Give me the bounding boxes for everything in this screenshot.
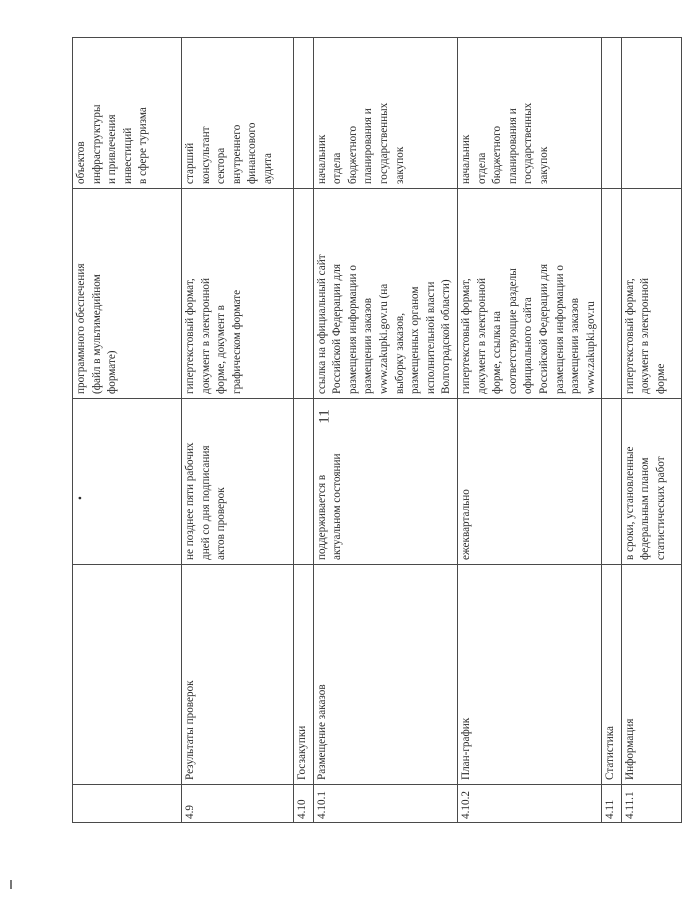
row-number: 4.11.1 xyxy=(621,785,681,823)
table-row xyxy=(313,38,457,823)
table-row xyxy=(457,38,601,823)
table-row xyxy=(182,38,294,823)
row-responsible: старший консультант сектора внутреннего финансового аудита xyxy=(182,38,294,189)
row-format: гипертекстовый формат, документ в электронной форме, документ в графическом формате xyxy=(182,189,294,399)
row-period xyxy=(294,399,314,565)
row-format: гипертекстовый формат, документ в электронной форме xyxy=(621,189,681,399)
row-name: Госзакупки xyxy=(294,565,314,785)
row-format xyxy=(602,189,622,399)
row-responsible xyxy=(294,38,314,189)
row-period: поддерживается в актуальном состоянии xyxy=(313,399,457,565)
row-name: Результаты проверок xyxy=(182,565,294,785)
row-number: 4.10 xyxy=(294,785,314,823)
row-responsible xyxy=(602,38,622,189)
row-name: Статистика xyxy=(602,565,622,785)
row-responsible: начальник отдела бюджетного планирования и государственных закупок xyxy=(313,38,457,189)
row-name: План-график xyxy=(457,565,601,785)
row-name xyxy=(73,565,182,785)
row-period: не позднее пяти рабочих дней со дня подписания актов проверок xyxy=(182,399,294,565)
page-number: 11 xyxy=(316,409,333,424)
row-number: 4.10.1 xyxy=(313,785,457,823)
scan-artifact-mark xyxy=(10,880,12,889)
rotated-table-wrapper xyxy=(72,38,668,823)
document-table xyxy=(72,37,682,823)
row-responsible xyxy=(621,38,681,189)
table-row xyxy=(294,38,314,823)
row-period: • xyxy=(73,399,182,565)
row-name: Размещение заказов xyxy=(313,565,457,785)
row-responsible: объектов инфраструктуры и привлечения инвестиций в сфере туризма xyxy=(73,38,182,189)
row-format xyxy=(294,189,314,399)
row-period: в сроки, установленные федеральным планом статистических работ xyxy=(621,399,681,565)
table-row xyxy=(621,38,681,823)
row-period xyxy=(602,399,622,565)
row-number: 4.9 xyxy=(182,785,294,823)
rotated-table-canvas xyxy=(72,38,668,823)
row-number: 4.10.2 xyxy=(457,785,601,823)
row-format: программного обеспечения (файл в мультимедийном формате) xyxy=(73,189,182,399)
row-period: ежеквартально xyxy=(457,399,601,565)
table-row xyxy=(73,38,182,823)
row-responsible: начальник отдела бюджетного планирования и государственных закупок xyxy=(457,38,601,189)
row-number: 4.11 xyxy=(602,785,622,823)
row-name: Информация xyxy=(621,565,681,785)
table-row xyxy=(602,38,622,823)
row-number xyxy=(73,785,182,823)
row-format: гипертекстовый формат, документ в электронной форме, ссылка на соответствующие разделы официального сайта Российской Федерации для размещения информации о размещении заказов www.zakupki.gov.ru xyxy=(457,189,601,399)
row-format: ссылка на официальный сайт Российской Федерации для размещения информации о размещении заказов www.zakupki.gov.ru (на выборку заказов, размещенных органом исполнительной власти Волгоградской области) xyxy=(313,189,457,399)
